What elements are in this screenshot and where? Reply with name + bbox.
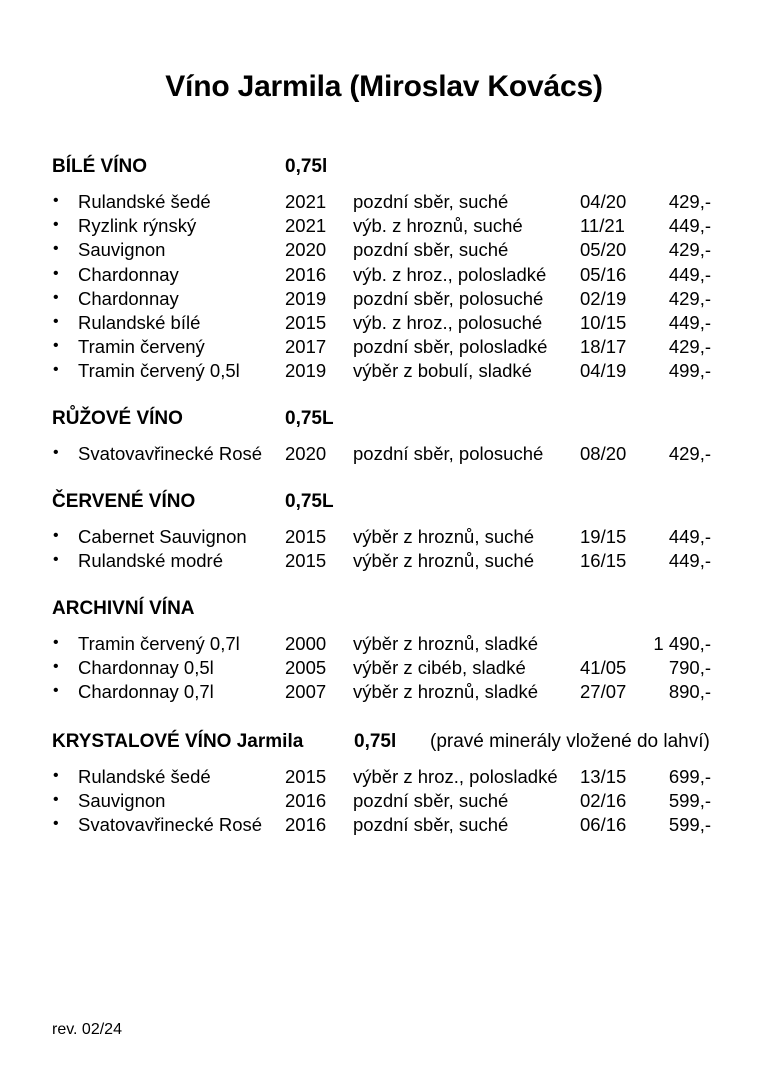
wine-price: 449,- xyxy=(668,526,711,547)
wine-year: 2007 xyxy=(285,681,327,703)
wine-description: pozdní sběr, suché xyxy=(353,191,509,212)
wine-price: 449,- xyxy=(668,215,711,237)
wine-description: výběr z hroznů, suché xyxy=(353,526,534,547)
wine-code: 16/15 xyxy=(580,550,627,572)
wine-year: 2016 xyxy=(285,790,327,812)
section-title: KRYSTALOVÉ VÍNO Jarmila xyxy=(52,731,304,752)
wine-description: výběr z hroz., polosladké xyxy=(353,766,558,787)
page-title: Víno Jarmila (Miroslav Kovács) xyxy=(165,70,603,103)
wine-row xyxy=(0,239,768,263)
bullet-icon: • xyxy=(53,240,59,258)
wine-list xyxy=(0,766,768,839)
wine-code: 19/15 xyxy=(580,526,627,547)
wine-price: 599,- xyxy=(668,814,711,836)
wine-code: 05/20 xyxy=(580,239,627,261)
wine-row xyxy=(0,264,768,288)
wine-price: 429,- xyxy=(668,336,711,358)
wine-description: výběr z hroznů, sladké xyxy=(353,633,539,654)
wine-year: 2015 xyxy=(285,550,327,572)
wine-description: pozdní sběr, suché xyxy=(353,790,509,812)
wine-row xyxy=(0,312,768,336)
wine-name: Cabernet Sauvignon xyxy=(78,526,247,547)
wine-row xyxy=(0,790,768,814)
wine-price: 599,- xyxy=(668,790,711,812)
wine-name: Chardonnay 0,7l xyxy=(78,681,214,703)
wine-row xyxy=(0,215,768,239)
wine-description: pozdní sběr, suché xyxy=(353,814,509,836)
section-title: ARCHIVNÍ VÍNA xyxy=(52,598,195,619)
wine-code: 08/20 xyxy=(580,443,627,464)
wine-description: pozdní sběr, polosladké xyxy=(353,336,548,358)
bullet-icon: • xyxy=(53,444,59,461)
wine-price: 499,- xyxy=(668,360,711,382)
wine-price: 429,- xyxy=(668,239,711,261)
wine-name: Sauvignon xyxy=(78,239,166,261)
wine-year: 2019 xyxy=(285,360,327,382)
wine-year: 2016 xyxy=(285,263,327,285)
wine-year: 2015 xyxy=(285,311,327,333)
wine-name: Tramin červený xyxy=(78,336,205,358)
section-white-wine xyxy=(0,156,768,385)
wine-row xyxy=(0,336,768,360)
wine-row xyxy=(0,814,768,838)
wine-name: Rulandské šedé xyxy=(78,191,211,212)
bullet-icon: • xyxy=(53,634,59,651)
wine-code: 05/16 xyxy=(580,263,627,285)
section-title: BÍLÉ VÍNO xyxy=(52,156,148,177)
wine-description: výb. z hroznů, suché xyxy=(353,215,523,237)
wine-name: Rulandské modré xyxy=(78,550,223,572)
section-title: RŮŽOVÉ VÍNO xyxy=(52,408,183,429)
wine-code: 13/15 xyxy=(580,766,627,787)
wine-price: 890,- xyxy=(668,681,711,703)
section-volume: 0,75L xyxy=(285,408,334,429)
wine-price: 449,- xyxy=(668,311,711,333)
wine-name: Tramin červený 0,5l xyxy=(78,360,240,382)
section-volume: 0,75L xyxy=(285,491,334,512)
section-header xyxy=(0,598,768,624)
wine-code: 11/21 xyxy=(580,215,625,237)
section-note: (pravé minerály vložené do lahví) xyxy=(430,731,710,752)
bullet-icon: • xyxy=(53,767,59,784)
bullet-icon: • xyxy=(53,551,59,569)
wine-code: 06/16 xyxy=(580,814,627,836)
section-title: ČERVENÉ VÍNO xyxy=(52,491,196,512)
wine-price: 429,- xyxy=(668,191,711,212)
wine-name: Svatovavřinecké Rosé xyxy=(78,814,263,836)
wine-price: 449,- xyxy=(668,263,711,285)
wine-year: 2020 xyxy=(285,239,327,261)
wine-year: 2019 xyxy=(285,287,327,309)
wine-code: 02/19 xyxy=(580,287,627,309)
wine-list xyxy=(0,633,768,706)
wine-code: 27/07 xyxy=(580,681,627,703)
wine-description: výběr z hroznů, sladké xyxy=(353,681,539,703)
section-header xyxy=(0,731,768,757)
bullet-icon: • xyxy=(53,658,59,676)
bullet-icon: • xyxy=(53,288,59,306)
wine-description: výběr z bobulí, sladké xyxy=(353,360,532,382)
wine-row xyxy=(0,681,768,705)
wine-row xyxy=(0,360,768,384)
wine-year: 2017 xyxy=(285,336,327,358)
section-archive-wines xyxy=(0,598,768,706)
bullet-icon: • xyxy=(53,337,59,355)
bullet-icon: • xyxy=(53,361,59,379)
bullet-icon: • xyxy=(53,192,59,209)
wine-code: 41/05 xyxy=(580,657,627,679)
bullet-icon: • xyxy=(53,216,59,234)
wine-year: 2021 xyxy=(285,215,327,237)
section-crystal-wine xyxy=(0,731,768,839)
wine-name: Tramin červený 0,7l xyxy=(78,633,240,654)
wine-description: pozdní sběr, polosuché xyxy=(353,443,544,464)
wine-row xyxy=(0,443,768,467)
wine-description: pozdní sběr, polosuché xyxy=(353,287,544,309)
wine-price: 429,- xyxy=(668,443,711,464)
wine-code: 04/19 xyxy=(580,360,627,382)
wine-name: Rulandské šedé xyxy=(78,766,211,787)
wine-row xyxy=(0,550,768,574)
wine-description: pozdní sběr, suché xyxy=(353,239,509,261)
wine-year: 2005 xyxy=(285,657,327,679)
wine-list xyxy=(0,191,768,385)
wine-price: 790,- xyxy=(668,657,711,679)
section-header xyxy=(0,408,768,434)
wine-description: výb. z hroz., polosuché xyxy=(353,311,543,333)
wine-name: Sauvignon xyxy=(78,790,166,812)
wine-code: 02/16 xyxy=(580,790,627,812)
section-volume: 0,75l xyxy=(285,156,328,177)
wine-price: 449,- xyxy=(668,550,711,572)
section-header xyxy=(0,491,768,517)
wine-year: 2015 xyxy=(285,766,327,787)
wine-year: 2000 xyxy=(285,633,327,654)
bullet-icon: • xyxy=(53,527,59,544)
wine-list xyxy=(0,526,768,574)
wine-description: výb. z hroz., polosladké xyxy=(353,263,547,285)
section-red-wine xyxy=(0,491,768,574)
wine-code: 18/17 xyxy=(580,336,627,358)
bullet-icon: • xyxy=(53,312,59,330)
wine-price: 1 490,- xyxy=(653,633,711,654)
wine-name: Rulandské bílé xyxy=(78,311,201,333)
bullet-icon: • xyxy=(53,815,59,833)
wine-row xyxy=(0,657,768,681)
wine-row xyxy=(0,288,768,312)
section-header xyxy=(0,156,768,182)
wine-list xyxy=(0,443,768,467)
wine-name: Chardonnay 0,5l xyxy=(78,657,214,679)
wine-code: 04/20 xyxy=(580,191,627,212)
wine-name: Chardonnay xyxy=(78,263,179,285)
revision-label: rev. 02/24 xyxy=(52,1021,122,1038)
wine-name: Chardonnay xyxy=(78,287,179,309)
wine-name: Ryzlink rýnský xyxy=(78,215,197,237)
wine-price: 429,- xyxy=(668,287,711,309)
bullet-icon: • xyxy=(53,264,59,282)
section-volume: 0,75l xyxy=(354,731,397,752)
wine-row xyxy=(0,633,768,657)
section-rose-wine xyxy=(0,408,768,467)
wine-year: 2015 xyxy=(285,526,327,547)
bullet-icon: • xyxy=(53,791,59,809)
wine-row xyxy=(0,526,768,550)
wine-year: 2020 xyxy=(285,443,327,464)
wine-description: výběr z cibéb, sladké xyxy=(353,657,526,679)
wine-price: 699,- xyxy=(668,766,711,787)
wine-year: 2016 xyxy=(285,814,327,836)
wine-description: výběr z hroznů, suché xyxy=(353,550,534,572)
wine-name: Svatovavřinecké Rosé xyxy=(78,443,263,464)
wine-year: 2021 xyxy=(285,191,327,212)
wine-row xyxy=(0,191,768,215)
wine-code: 10/15 xyxy=(580,311,627,333)
wine-row xyxy=(0,766,768,790)
bullet-icon: • xyxy=(53,682,59,700)
